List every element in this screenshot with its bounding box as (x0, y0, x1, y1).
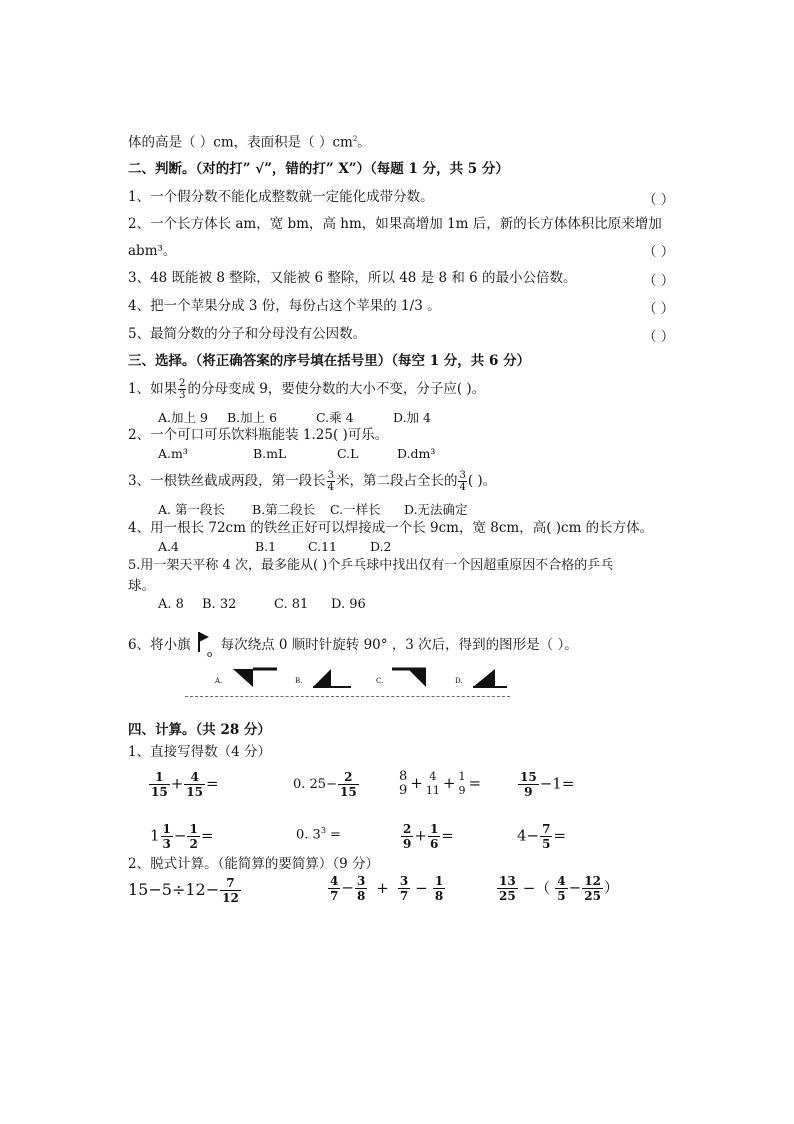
numerator: 1 (189, 822, 198, 836)
numerator: 1 (458, 770, 466, 783)
q6-option-d-figure (455, 665, 515, 689)
judge-item-1: 1、一个假分数不能化成整数就一定能化成带分数。 (128, 189, 434, 205)
section4-title: 四、计算。（共 28 分） (128, 722, 271, 738)
q4-option-c: C.11 (308, 539, 337, 554)
option-label: A. (215, 677, 223, 685)
q3-option-d: D.无法确定 (404, 502, 468, 517)
q4-option-a: A.4 (158, 539, 179, 554)
numerator: 15 (520, 770, 537, 784)
fraction (497, 874, 518, 903)
calc-r2-3 (400, 822, 454, 851)
q2-option-b: B.mL (253, 446, 287, 461)
denominator: 9 (524, 785, 533, 799)
choice-q4: 4、用一根长 72cm 的铁丝正好可以焊接成一个长 9cm，宽 8cm，高( )cm 的长方体。 (128, 520, 654, 536)
q1-option-b: B.加上 6 (227, 410, 278, 425)
judge-item-2-cont: abm³。 (128, 243, 177, 259)
judge-item-3: 3、48 既能被 8 整除，又能被 6 整除，所以 48 是 8 和 6 的最小公倍数。 (128, 270, 577, 286)
q3-post: ( )。 (467, 473, 497, 489)
numerator: 1 (162, 822, 171, 836)
q5-option-b: B. 32 (202, 597, 237, 612)
q5-option-c: C. 81 (274, 597, 309, 612)
top-line-tail: 。 (357, 134, 371, 151)
q3-option-a: A. 第一段长 (158, 502, 225, 517)
denominator: 8 (434, 889, 444, 903)
judge-answer-4[interactable]: （ ） (643, 301, 675, 317)
denominator: 9 (458, 784, 466, 797)
denominator: 2 (189, 837, 198, 851)
fraction (401, 822, 413, 851)
section2-title: 二、判断。（对的打” √”，错的打” X”）（每题 1 分，共 5 分） (128, 161, 509, 177)
calc-r3-2 (327, 874, 446, 903)
equals: = (205, 774, 219, 793)
numerator: 1 (149, 770, 170, 785)
q3-mid: 米，第二段占全长的 (335, 473, 458, 489)
calc-r1-1 (148, 770, 219, 799)
calc-r1-2 (293, 770, 360, 799)
numerator: 4 (557, 874, 566, 888)
option-label: B. (295, 677, 303, 685)
q2-option-a: A.m³ (158, 446, 188, 461)
denominator: 15 (186, 785, 203, 799)
fraction (327, 470, 335, 493)
judge-item-4: 4、把一个苹果分成 3 份，每份占这个苹果的 1/3 。 (128, 298, 441, 314)
calc-r2-1 (150, 822, 213, 851)
q1-post: 的分母变成 9，要使分数的大小不变，分子应( )。 (187, 381, 486, 397)
operator: − (341, 878, 354, 897)
q3-pre: 3、一根铁丝截成两段，第一段长 (128, 473, 326, 489)
calc-r1-4 (517, 770, 574, 799)
q5-option-d: D. 96 (331, 597, 366, 612)
fraction (161, 822, 173, 851)
judge-answer-1[interactable]: （ ） (643, 192, 675, 208)
denominator: 7 (330, 889, 339, 903)
calc-r3-1 (128, 876, 242, 905)
judge-answer-2[interactable]: （ ） (643, 244, 675, 260)
equals: = (553, 826, 567, 845)
superscript: 2 (352, 135, 358, 143)
denominator: 12 (222, 891, 239, 905)
denominator: 8 (356, 889, 366, 903)
operator: + (414, 826, 427, 845)
equals: = (200, 826, 214, 845)
fraction (397, 770, 409, 798)
choice-q3 (128, 470, 496, 493)
numerator: 2 (403, 822, 412, 836)
numerator: 1 (429, 822, 439, 836)
q6-option-c-figure (376, 665, 436, 689)
q5-option-a: A. 8 (158, 597, 184, 612)
q1-option-d: D.加 4 (393, 410, 431, 425)
denominator: 9 (399, 783, 408, 798)
numerator: 1 (434, 874, 444, 888)
section3-title: 三、选择。（将正确答案的序号填在括号里）（每空 1 分，共 6 分） (128, 353, 531, 369)
fraction (220, 876, 241, 905)
calc-r1-3 (396, 770, 481, 798)
flag-point-label: o (206, 650, 213, 660)
fraction (178, 378, 186, 401)
superscript: 3 (320, 826, 326, 835)
fraction (428, 822, 440, 851)
whole-number: 1 (150, 826, 160, 845)
choice-q6 (128, 630, 578, 664)
equals: = (325, 827, 341, 843)
fraction (555, 874, 567, 903)
operator: + (376, 878, 389, 897)
fraction (355, 874, 367, 903)
denominator: 25 (584, 889, 601, 903)
numerator: 3 (399, 874, 409, 888)
calc-r2-4 (517, 822, 566, 851)
option-label: D. (455, 677, 463, 685)
denominator: 9 (403, 837, 412, 851)
denominator: 25 (499, 889, 516, 903)
denominator: 15 (339, 785, 357, 799)
denominator: 7 (399, 889, 409, 903)
operator: + (442, 774, 456, 792)
expr-text: 0. 3 (296, 827, 321, 843)
q4-option-b: B.1 (255, 539, 277, 554)
fraction (582, 874, 603, 903)
fraction (540, 822, 552, 851)
fraction (149, 770, 170, 799)
numerator: 2 (338, 770, 359, 785)
expr-pre: 0. 25− (293, 777, 337, 792)
denominator: 11 (425, 784, 440, 797)
expr-tail: −1= (539, 774, 575, 793)
choice-q5: 5.用一架天平称 4 次，最多能从( )个乒乓球中找出仅有一个因超重原因不合格的乒乓 (128, 558, 614, 573)
numerator: 12 (584, 874, 601, 888)
fraction (398, 874, 410, 903)
numerator: 3 (327, 470, 334, 481)
q6-option-b-figure (295, 665, 355, 689)
q4-option-d: D.2 (370, 539, 392, 554)
denominator: 3 (162, 837, 171, 851)
denominator: 5 (542, 837, 551, 851)
calc-r2-2 (296, 826, 341, 842)
calc-r3-3 (496, 874, 619, 903)
judge-answer-5[interactable]: （ ） (643, 329, 675, 345)
numerator: 3 (459, 470, 466, 481)
numerator: 4 (330, 874, 339, 888)
fraction (328, 874, 340, 903)
judge-answer-3[interactable]: （ ） (643, 273, 675, 289)
option-label: C. (376, 677, 384, 685)
expr-pre: 4− (517, 826, 540, 845)
denominator: 6 (429, 837, 439, 851)
q6-option-a-figure (215, 665, 275, 689)
numerator: 4 (184, 770, 205, 785)
q6-post: 每次绕点 0 顺时针旋转 90° ，3 次后，得到的图形是（ ）。 (220, 637, 578, 653)
operator: + (170, 774, 184, 793)
choice-q2: 2、一个可口可乐饮料瓶能装 1.25( )可乐。 (128, 427, 389, 443)
q3-option-b: B.第二段长 (252, 502, 316, 517)
equals: = (441, 826, 454, 845)
numerator: 2 (179, 378, 186, 389)
numerator: 3 (356, 874, 366, 888)
operator: − (173, 826, 187, 845)
expr-pre: 15−5÷12− (128, 880, 220, 899)
expr-tail: ） (603, 878, 619, 897)
numerator: 4 (429, 770, 437, 783)
denominator: 5 (557, 889, 566, 903)
section4-sub1: 1、直接写得数（4 分） (128, 744, 271, 760)
fraction (424, 770, 442, 798)
q2-option-d: D.dm³ (397, 446, 436, 461)
q1-option-c: C.乘 4 (316, 410, 354, 425)
numerator: 7 (542, 822, 551, 836)
denominator: 4 (327, 482, 334, 493)
q3-option-c: C.一样长 (330, 502, 381, 517)
fraction (458, 470, 466, 493)
q2-option-c: C.L (337, 446, 359, 461)
denominator: 3 (179, 390, 186, 401)
operator: + (410, 774, 423, 792)
top-line-text: 体的高是（ ）cm，表面积是（ ）cm (128, 134, 353, 151)
judge-item-2: 2、一个长方体长 am，宽 bm，高 hm，如果高增加 1m 后，新的长方体体积比原来增加 (128, 216, 662, 232)
judge-item-5: 5、最简分数的分子和分母没有公因数。 (128, 326, 367, 342)
q6-pre: 6、将小旗 (128, 637, 191, 653)
operator: −（ (522, 878, 551, 897)
fraction (338, 770, 359, 799)
fraction (187, 822, 199, 851)
choice-q5-cont: 球。 (128, 578, 155, 594)
operator: − (415, 878, 428, 897)
fraction (433, 874, 445, 903)
figure-baseline (185, 696, 510, 697)
fraction (518, 770, 539, 799)
choice-q1 (128, 378, 485, 401)
section4-sub2: 2、脱式计算。（能简算的要简算）（9 分） (128, 856, 379, 872)
fraction (456, 770, 467, 798)
denominator: 15 (151, 785, 168, 799)
fraction (184, 770, 205, 799)
top-line (128, 130, 371, 152)
q1-option-a: A.加上 9 (158, 410, 208, 425)
operator: − (568, 878, 582, 897)
numerator: 13 (499, 874, 516, 888)
q1-pre: 1、如果 (128, 381, 178, 397)
numerator: 8 (399, 769, 408, 784)
flag-icon (195, 630, 217, 661)
numerator: 7 (220, 876, 241, 891)
equals: = (468, 774, 482, 792)
denominator: 4 (459, 482, 466, 493)
